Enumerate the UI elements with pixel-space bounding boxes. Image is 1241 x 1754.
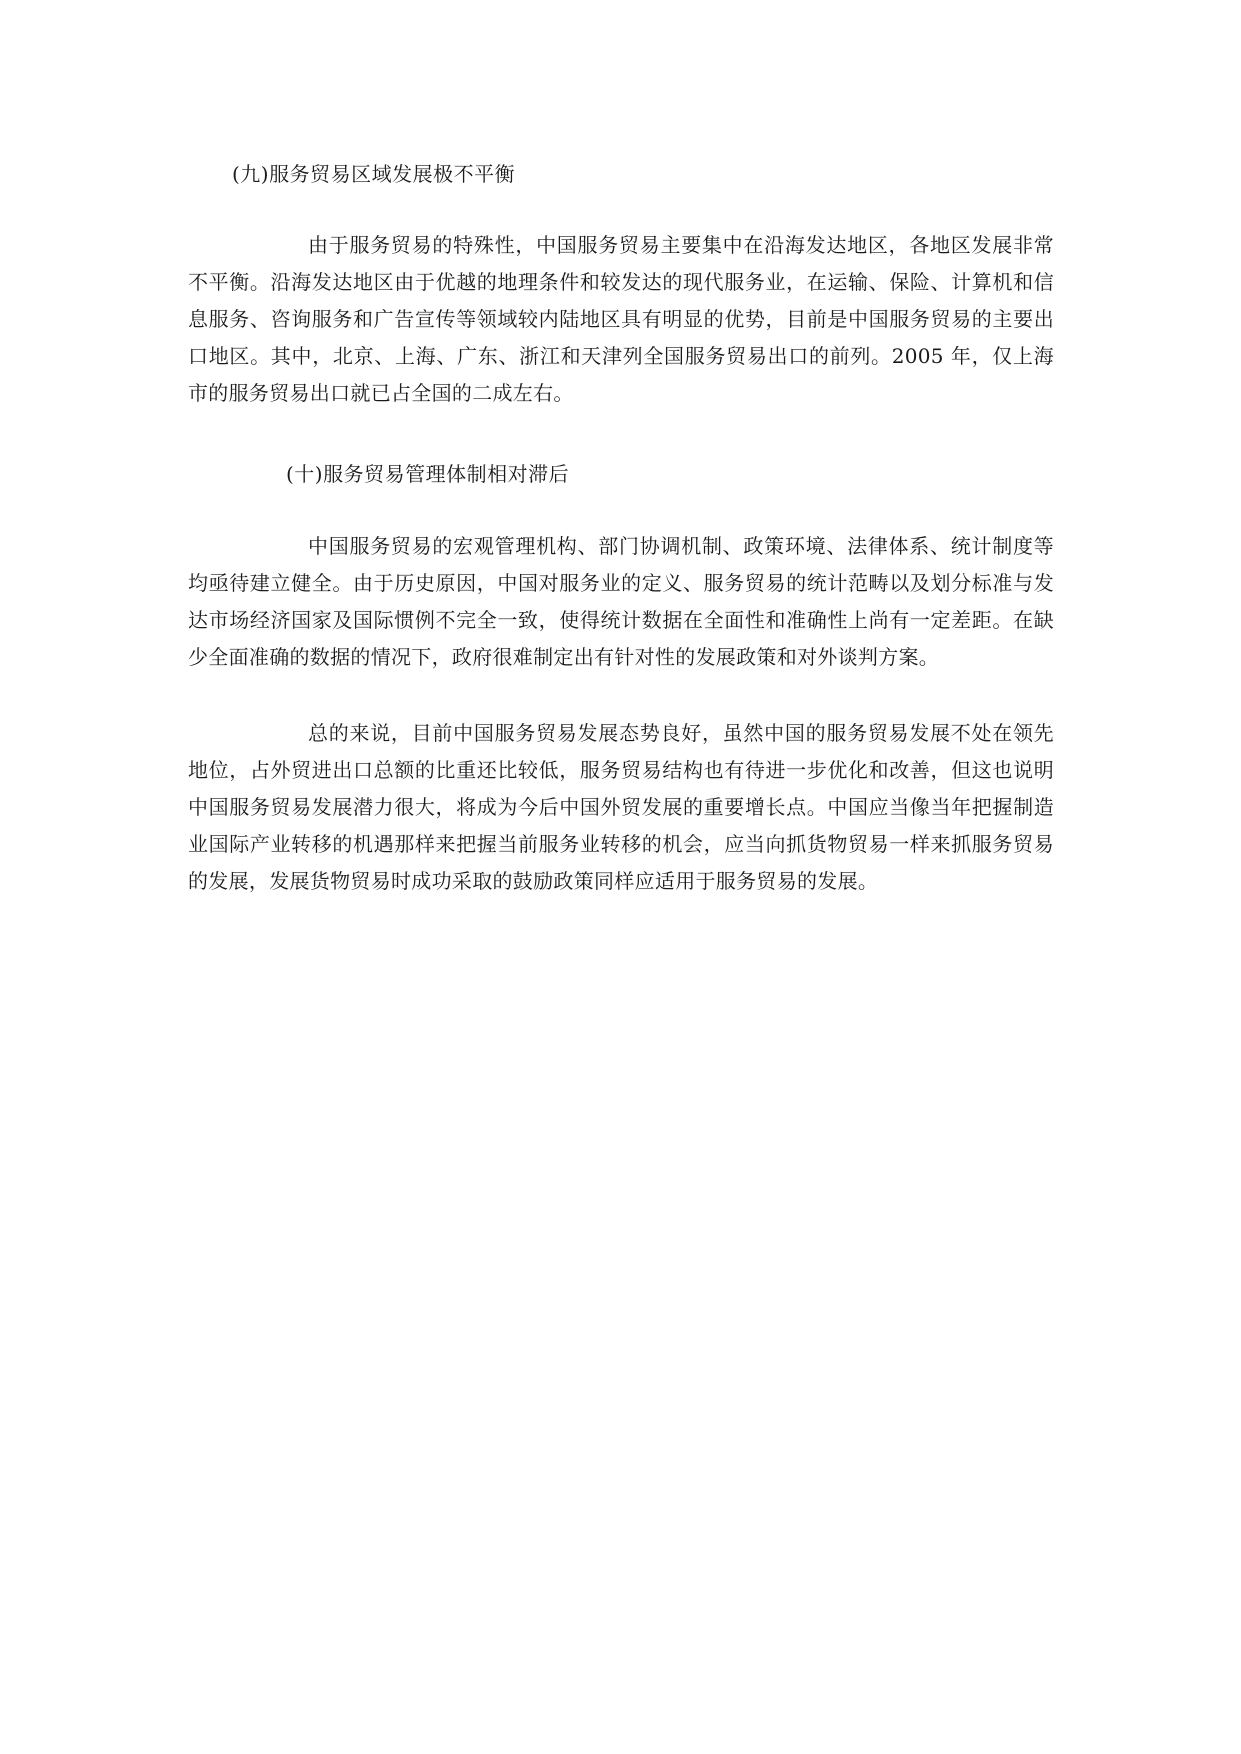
section-heading-9: (九)服务贸易区域发展极不平衡 xyxy=(232,162,516,186)
section-10-paragraph: 中国服务贸易的宏观管理机构、部门协调机制、政策环境、法律体系、统计制度等均亟待建立健全。由于历史原因，中国对服务业的定义、服务贸易的统计范畴以及划分标准与发达市场经济国家及国际惯例不完全一致，使得统计数据在全面性和准确性上尚有一定差距。在缺少全面准确的数据的情况下，政府很难制定出有针对性的发展政策和对外谈判方案。 xyxy=(188,534,1054,669)
document-body xyxy=(188,158,1054,900)
section-heading-10: (十)服务贸易管理体制相对滞后 xyxy=(286,462,570,486)
conclusion-paragraph: 总的来说，目前中国服务贸易发展态势良好，虽然中国的服务贸易发展不处在领先地位，占外贸进出口总额的比重还比较低，服务贸易结构也有待进一步优化和改善，但这也说明中国服务贸易发展潜力很大，将成为今后中国外贸发展的重要增长点。中国应当像当年把握制造业国际产业转移的机遇那样来把握当前服务业转移的机会，应当向抓货物贸易一样来抓服务贸易的发展，发展货物贸易时成功采取的鼓励政策同样应适用于服务贸易的发展。 xyxy=(188,721,1054,893)
section-9-paragraph: 由于服务贸易的特殊性，中国服务贸易主要集中在沿海发达地区，各地区发展非常不平衡。沿海发达地区由于优越的地理条件和较发达的现代服务业，在运输、保险、计算机和信息服务、咨询服务和广告宣传等领域较内陆地区具有明显的优势，目前是中国服务贸易的主要出口地区。其中，北京、上海、广东、浙江和天津列全国服务贸易出口的前列。2005 年，仅上海市的服务贸易出口就已占全国的二成左右。 xyxy=(188,233,1054,405)
